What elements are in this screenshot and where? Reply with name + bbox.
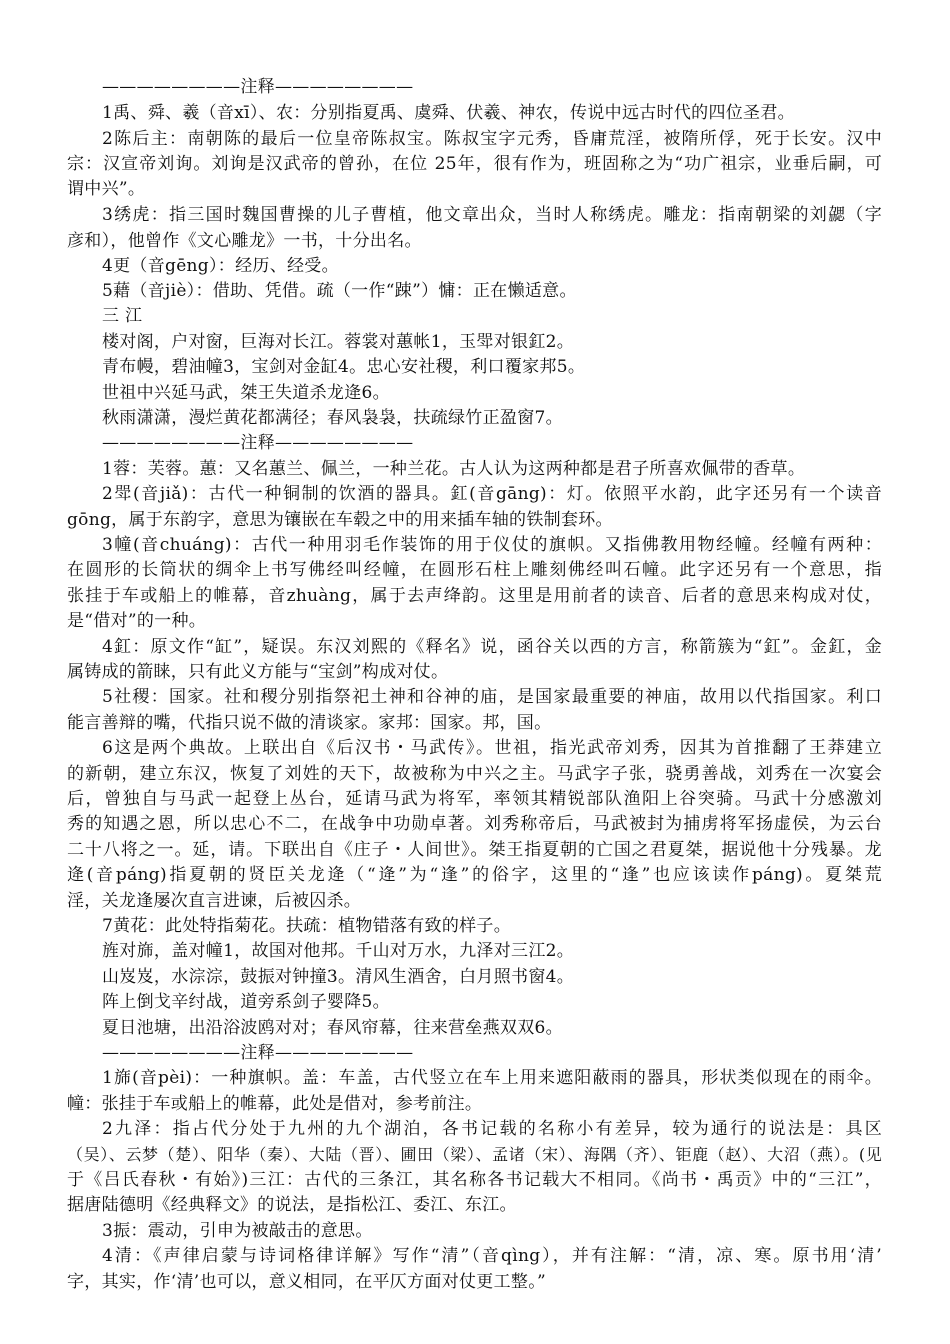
verse-line: 阵上倒戈辛纣战，道旁系剑子婴降5。 <box>102 992 390 1012</box>
verse-line: 秋雨潇潇，漫烂黄花都满径；春风袅袅，扶疏绿竹正盈窗7。 <box>102 408 563 428</box>
note-line: 属铸成的箭睐，只有此义方能与“宝剑”构成对仗。 <box>67 662 449 682</box>
note-line: 宗：汉宣帝刘询。刘询是汉武帝的曾孙，在位 25年，很有作为，班固称之为“功广祖宗，业垂后嗣，可 <box>67 154 882 174</box>
note-line: 4清：《声律启蒙与诗词格律详解》写作“清”（音qìng），并有注解：“清，凉、寒。原书用‘清’ <box>102 1246 882 1266</box>
verse-line: 青布幔，碧油幢3，宝剑对金缸4。忠心安社稷，利口覆家邦5。 <box>102 357 586 377</box>
note-line: 3绣虎：指三国时魏国曹操的儿子曹植，他文章出众，当时人称绣虎。雕龙：指南朝梁的刘勰（字 <box>102 205 882 225</box>
note-line: 秀的知遇之恩，所以忠心不二，在战争中功勋卓著。刘秀称帝后，马武被封为捕虏将军扬虚侯，为云台 <box>67 814 882 834</box>
note-line: 4釭：原文作“缸”，疑误。东汉刘熙的《释名》说，函谷关以西的方言，称箭簇为“釭”。金釭，金 <box>102 637 882 657</box>
note-line: 二十八将之一。延，请。下联出自《庄子・人间世》。桀王指夏朝的亡国之君夏桀，据说他十分残暴。龙 <box>67 840 882 860</box>
note-line: 1旆(音pèi)：一种旗帜。盖：车盖，古代竖立在车上用来遮阳蔽雨的器具，形状类似现在的雨伞。 <box>102 1068 882 1088</box>
note-line: 在圆形的长筒状的绸伞上书写佛经叫经幢，在圆形石柱上雕刻佛经叫石幢。此字还另有一个意思，指 <box>67 560 882 580</box>
note-line: 2陈后主：南朝陈的最后一位皇帝陈叔宝。陈叔宝字元秀，昏庸荒淫，被隋所俘，死于长安。汉中 <box>102 129 882 149</box>
note-line: 是“借对”的一种。 <box>67 611 207 631</box>
note-line: 1禹、舜、羲（音xī）、农：分别指夏禹、虞舜、伏羲、神农，传说中远古时代的四位圣君。 <box>102 103 795 123</box>
note-line: 4更（音gēng）：经历、经受。 <box>102 256 339 276</box>
note-line: 能言善辩的嘴，代指只说不做的清谈家。家邦：国家。邦，国。 <box>67 713 552 733</box>
note-line: 幢：张挂于车或船上的帷幕，此处是借对，参考前注。 <box>67 1094 483 1114</box>
note-line: 的新朝，建立东汉，恢复了刘姓的天下，故被称为中兴之主。马武字子张，骁勇善战，刘秀在一次宴会 <box>67 764 882 784</box>
note-line: 6这是两个典故。上联出自《后汉书・马武传》。世祖，指光武帝刘秀，因其为首推翻了王莽建立 <box>102 738 882 758</box>
note-line: （吴）、云梦（楚）、阳华（秦）、大陆（晋）、圃田（梁）、孟诸（宋）、海隅（齐）、钜鹿（赵）、大沼（燕）。(见 <box>67 1145 882 1164</box>
note-line: 张挂于车或船上的帷幕，音zhuàng，属于去声绛韵。这里是用前者的读音、后者的意思来构成对仗， <box>67 586 882 606</box>
verse-line: 楼对阁，户对窗，巨海对长江。蓉裳对蕙帐1，玉斝对银釭2。 <box>102 332 575 352</box>
note-line: 淫，关龙逢屡次直言进谏，后被囚杀。 <box>67 891 362 911</box>
section-heading: 三 江 <box>102 306 143 326</box>
note-line: 7黄花：此处特指菊花。扶疏：植物错落有致的样子。 <box>102 916 512 936</box>
verse-line: 旌对旆，盖对幢1，故国对他邦。千山对万水，九泽对三江2。 <box>102 941 575 961</box>
note-line: 3振：震动，引申为被敲击的意思。 <box>102 1221 373 1241</box>
verse-line: 世祖中兴延马武，桀王失道杀龙逄6。 <box>102 383 390 403</box>
note-line: 1蓉：芙蓉。蕙：又名蕙兰、佩兰，一种兰花。古人认为这两种都是君子所喜欢佩带的香草。 <box>102 459 806 479</box>
note-line: gōng，属于东韵字，意思为镶嵌在车毂之中的用来插车轴的铁制套环。 <box>67 510 613 530</box>
note-line: 2九泽：指占代分处于九州的九个湖泊，各书记载的名称小有差异，较为通行的说法是：具区 <box>102 1119 882 1139</box>
note-line: 谓中兴”。 <box>67 179 146 199</box>
annotation-divider: ————————注释———————— <box>102 77 414 97</box>
verse-line: 山岌岌，水淙淙，鼓振对钟撞3。清风生酒舍，白月照书窗4。 <box>102 967 575 987</box>
note-line: 3幢(音chuáng)：古代一种用羽毛作装饰的用于仪仗的旗帜。又指佛教用物经幢。经幢有两种： <box>102 535 882 555</box>
note-line: 彦和），他曾作《文心雕龙》一书，十分出名。 <box>67 231 422 251</box>
note-line: 5藉（音jiè）：借助、凭借。疏（一作“踈”）慵：正在懒适意。 <box>102 281 577 301</box>
note-line: 逄(音páng)指夏朝的贤臣关龙逄（“逄”为“逢”的俗字，这里的“逢”也应该读作páng)。夏桀荒 <box>67 865 882 885</box>
note-line: 字，其实，作‘清’也可以，意义相同，在平仄方面对仗更工整。” <box>67 1272 546 1292</box>
verse-line: 夏日池塘，出沿浴波鸥对对；春风帘幕，往来营垒燕双双6。 <box>102 1018 563 1038</box>
note-line: 后，曾独自与马武一起登上丛台，延请马武为将军，率领其精锐部队渔阳上谷突骑。马武十分感激刘 <box>67 789 882 809</box>
note-line: 5社稷：国家。社和稷分别指祭祀土神和谷神的庙，是国家最重要的神庙，故用以代指国家。利口 <box>102 687 882 707</box>
note-line: 2斝(音jiǎ)：古代一种铜制的饮酒的器具。釭(音gāng)：灯。依照平水韵，此字还另有一个读音 <box>102 484 882 504</box>
note-line: 据唐陆德明《经典释文》的说法，是指松江、委江、东江。 <box>67 1195 517 1215</box>
annotation-divider: ————————注释———————— <box>102 1043 414 1063</box>
note-line: 于《吕氏春秋・有始》)三江：古代的三条江，其名称各书记载大不相同。《尚书・禹贡》中的“三江”， <box>67 1170 882 1190</box>
annotation-divider: ————————注释———————— <box>102 433 414 453</box>
